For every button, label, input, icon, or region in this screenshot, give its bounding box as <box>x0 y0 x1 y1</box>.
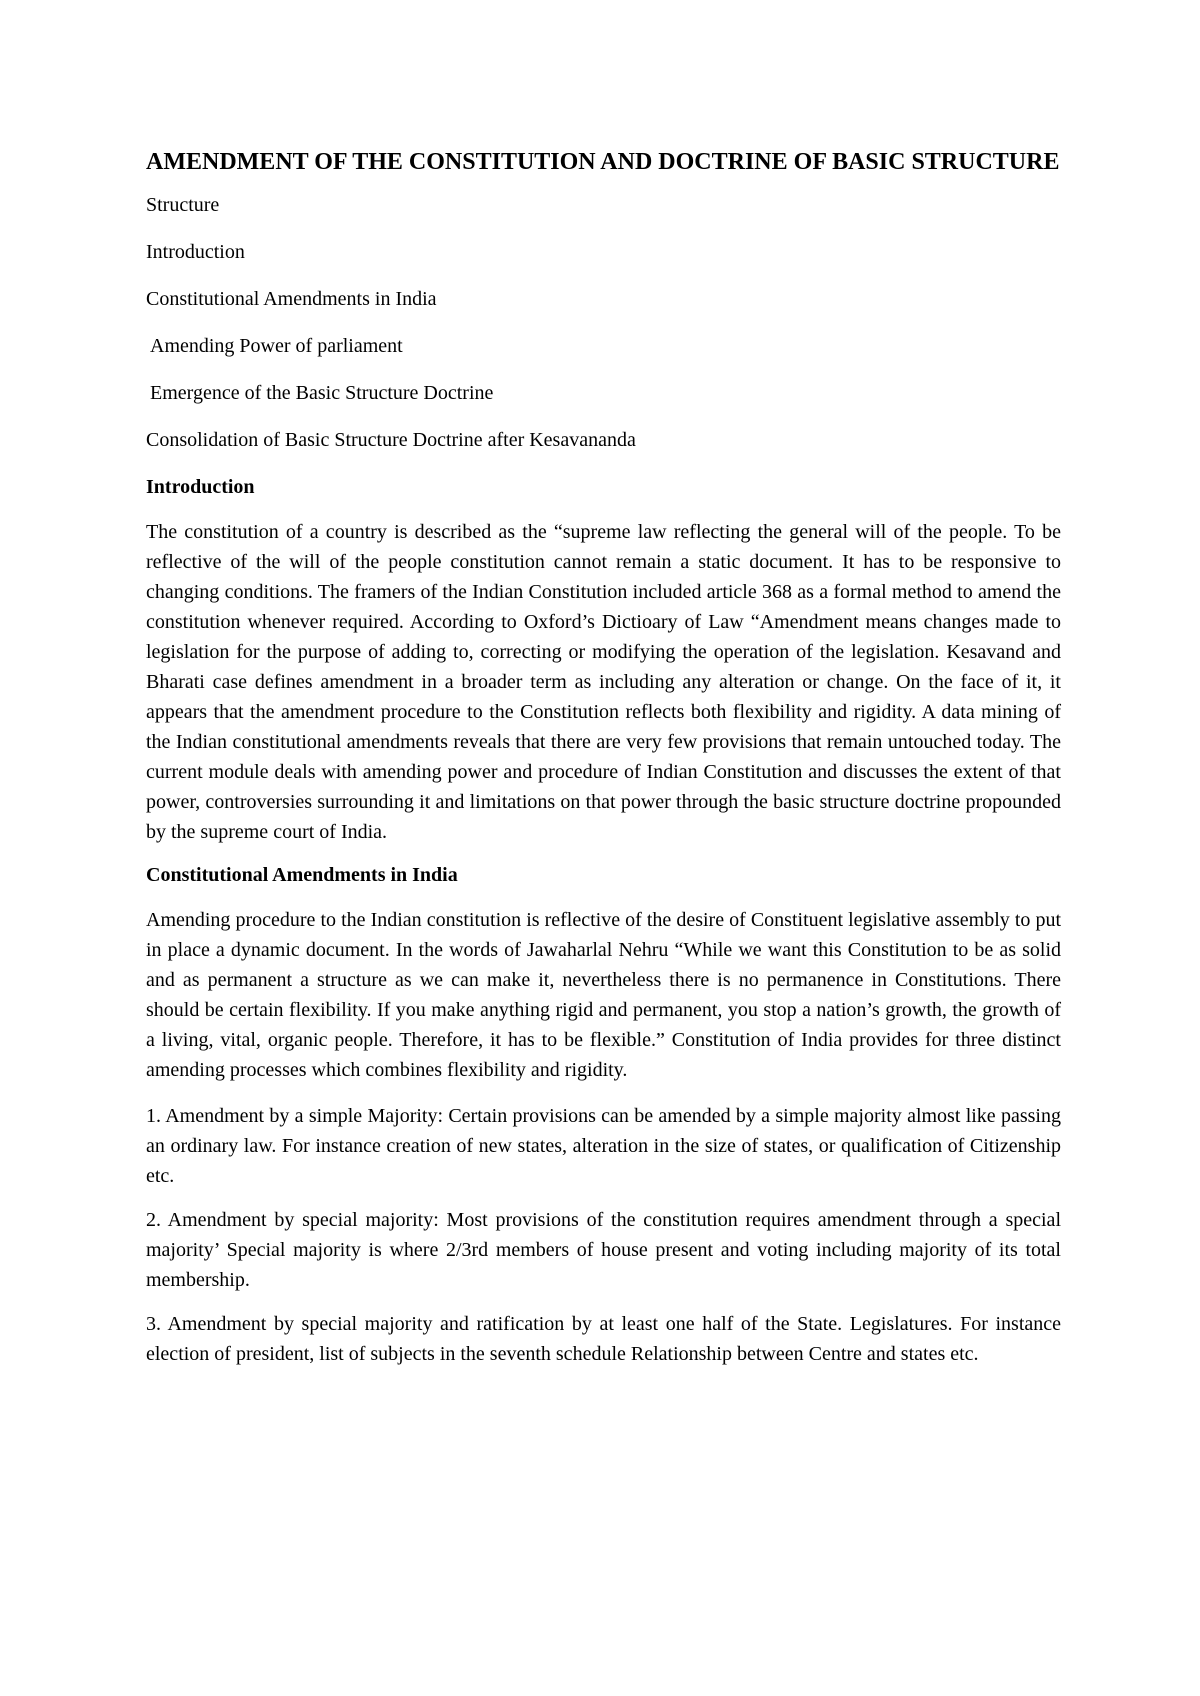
document-page <box>146 146 1061 1383</box>
toc-item-constitutional-amendments: Constitutional Amendments in India <box>146 288 437 310</box>
structure-list <box>146 193 1061 452</box>
toc-item-amending-power: Amending Power of parliament <box>150 335 403 357</box>
section-heading: Constitutional Amendments in India <box>146 864 458 886</box>
toc-item-emergence-basic-structure: Emergence of the Basic Structure Doctrine <box>150 382 494 404</box>
section-constitutional-amendments <box>146 863 1061 1369</box>
toc-item-structure: Structure <box>146 194 220 216</box>
list-item-special-majority: 2. Amendment by special majority: Most provisions of the constitution requires amendment through a special majority’ Special majority is where 2/3rd members of house present and voting including majority of its total membership. <box>146 1209 1061 1291</box>
toc-item-consolidation-basic-structure: Consolidation of Basic Structure Doctrine after Kesavananda <box>146 429 636 451</box>
body-paragraph: Amending procedure to the Indian constitution is reflective of the desire of Constituent legislative assembly to put in place a dynamic document. In the words of Jawaharlal Nehru “While we want this Constitution to be as solid and as permanent a structure as we can make it, nevertheless there is no permanence in Constitutions. There should be certain flexibility. If you make anything rigid and permanent, you stop a nation’s growth, the growth of a living, vital, organic people. Therefore, it has to be flexible.” Constitution of India provides for three distinct amending processes which combines flexibility and rigidity. <box>146 909 1061 1081</box>
body-paragraph: The constitution of a country is described as the “supreme law reflecting the general will of the people. To be reflective of the will of the people constitution cannot remain a static document. It has to be responsive to changing conditions. The framers of the Indian Constitution included article 368 as a formal method to amend the constitution whenever required. According to Oxford’s Dictioary of Law “Amendment means changes made to legislation for the purpose of adding to, correcting or modifying the operation of the legislation. Kesavand and Bharati case defines amendment in a broader term as including any alteration or change. On the face of it, it appears that the amendment procedure to the Constitution reflects both flexibility and rigidity. A data mining of the Indian constitutional amendments reveals that there are very few provisions that remain untouched today. The current module deals with amending power and procedure of Indian Constitution and discusses the extent of that power, controversies surrounding it and limitations on that power through the basic structure doctrine propounded by the supreme court of India. <box>146 521 1061 843</box>
toc-item-introduction: Introduction <box>146 241 245 263</box>
document-title: AMENDMENT OF THE CONSTITUTION AND DOCTRINE OF BASIC STRUCTURE <box>146 149 1060 175</box>
section-introduction <box>146 475 1061 847</box>
list-item-ratification: 3. Amendment by special majority and ratification by at least one half of the State. Legislatures. For instance election of president, list of subjects in the seventh schedule Relationship between Centre and states etc. <box>146 1313 1061 1365</box>
section-heading: Introduction <box>146 476 255 498</box>
list-item-simple-majority: 1. Amendment by a simple Majority: Certain provisions can be amended by a simple majority almost like passing an ordinary law. For instance creation of new states, alteration in the size of states, or qualification of Citizenship etc. <box>146 1105 1061 1187</box>
